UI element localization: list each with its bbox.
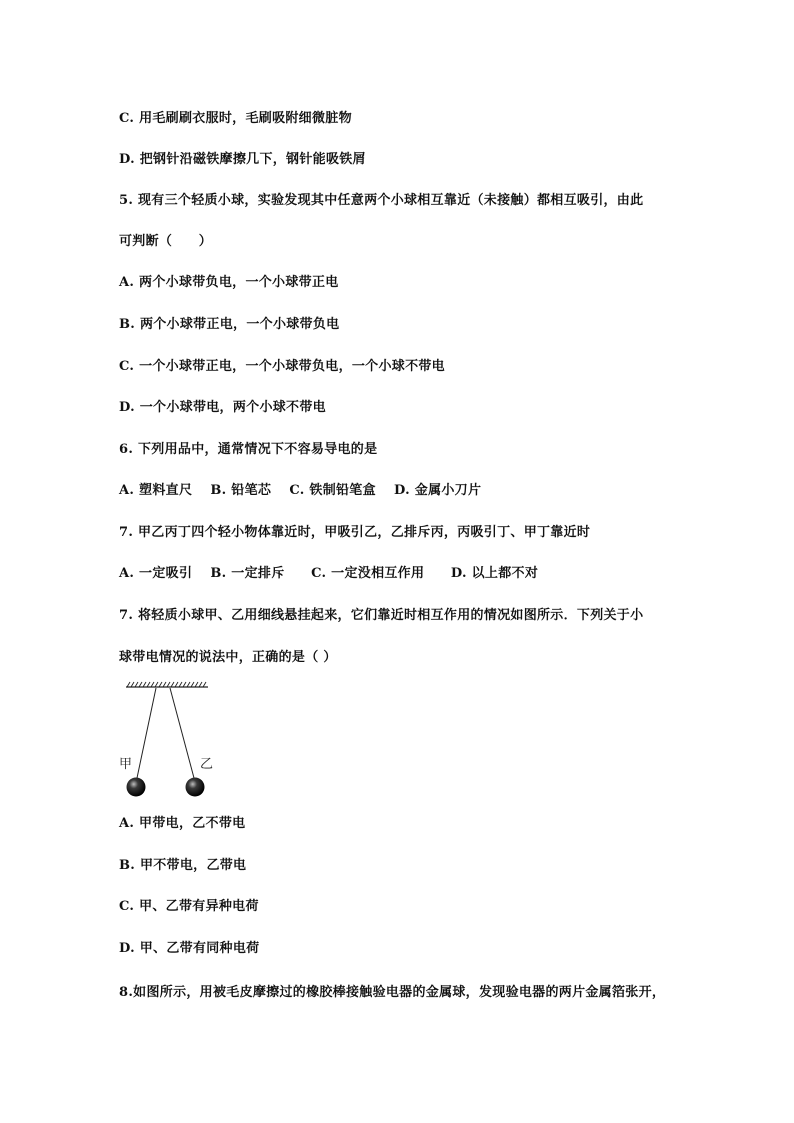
option-c-q7b: C. 甲、乙带有异种电荷	[119, 899, 259, 914]
ball-jia	[127, 778, 146, 797]
question-7b-stem-cont: 球带电情况的说法中，正确的是（ ）	[119, 650, 337, 665]
question-5-stem: 5. 现有三个轻质小球，实验发现其中任意两个小球相互靠近（未接触）都相互吸引，由此	[119, 193, 644, 208]
question-6-stem: 6. 下列用品中，通常情况下不容易导电的是	[119, 442, 378, 457]
option-c-q4: C. 用毛刷刷衣服时，毛刷吸附细微脏物	[119, 111, 352, 126]
question-7a-stem: 7. 甲乙丙丁四个轻小物体靠近时，甲吸引乙，乙排斥丙，丙吸引丁、甲丁靠近时	[119, 525, 591, 540]
option-a-q5: A. 两个小球带负电，一个小球带正电	[119, 275, 339, 290]
options-q7a: A. 一定吸引 B. 一定排斥 C. 一定没相互作用 D. 以上都不对	[119, 566, 539, 581]
option-b-q5: B. 两个小球带正电，一个小球带负电	[119, 317, 340, 332]
option-d-q5: D. 一个小球带电，两个小球不带电	[119, 400, 326, 415]
option-d-q4: D. 把钢针沿磁铁摩擦几下，钢针能吸铁屑	[119, 152, 366, 167]
pendulum-diagram	[118, 678, 218, 803]
label-jia: 甲	[119, 757, 133, 772]
label-yi: 乙	[200, 757, 214, 772]
ball-yi	[186, 778, 205, 797]
option-a-q7b: A. 甲带电，乙不带电	[119, 816, 246, 831]
string-right	[170, 688, 194, 778]
ceiling-hatching	[127, 682, 206, 687]
question-5-stem-cont: 可判断（ ）	[119, 234, 213, 249]
pendulum-figure	[118, 678, 218, 803]
option-d-q7b: D. 甲、乙带有同种电荷	[119, 941, 260, 956]
question-7b-stem: 7. 将轻质小球甲、乙用细线悬挂起来，它们靠近时相互作用的情况如图所示．下列关于小	[119, 608, 644, 623]
options-q6: A. 塑料直尺 B. 铅笔芯 C. 铁制铅笔盒 D. 金属小刀片	[119, 483, 482, 498]
option-c-q5: C. 一个小球带正电，一个小球带负电，一个小球不带电	[119, 359, 445, 374]
string-left	[137, 688, 156, 778]
option-b-q7b: B. 甲不带电，乙带电	[119, 858, 247, 873]
question-8-stem: 8.如图所示，用被毛皮摩擦过的橡胶棒接触验电器的金属球，发现验电器的两片金属箔张开，	[119, 985, 666, 1000]
